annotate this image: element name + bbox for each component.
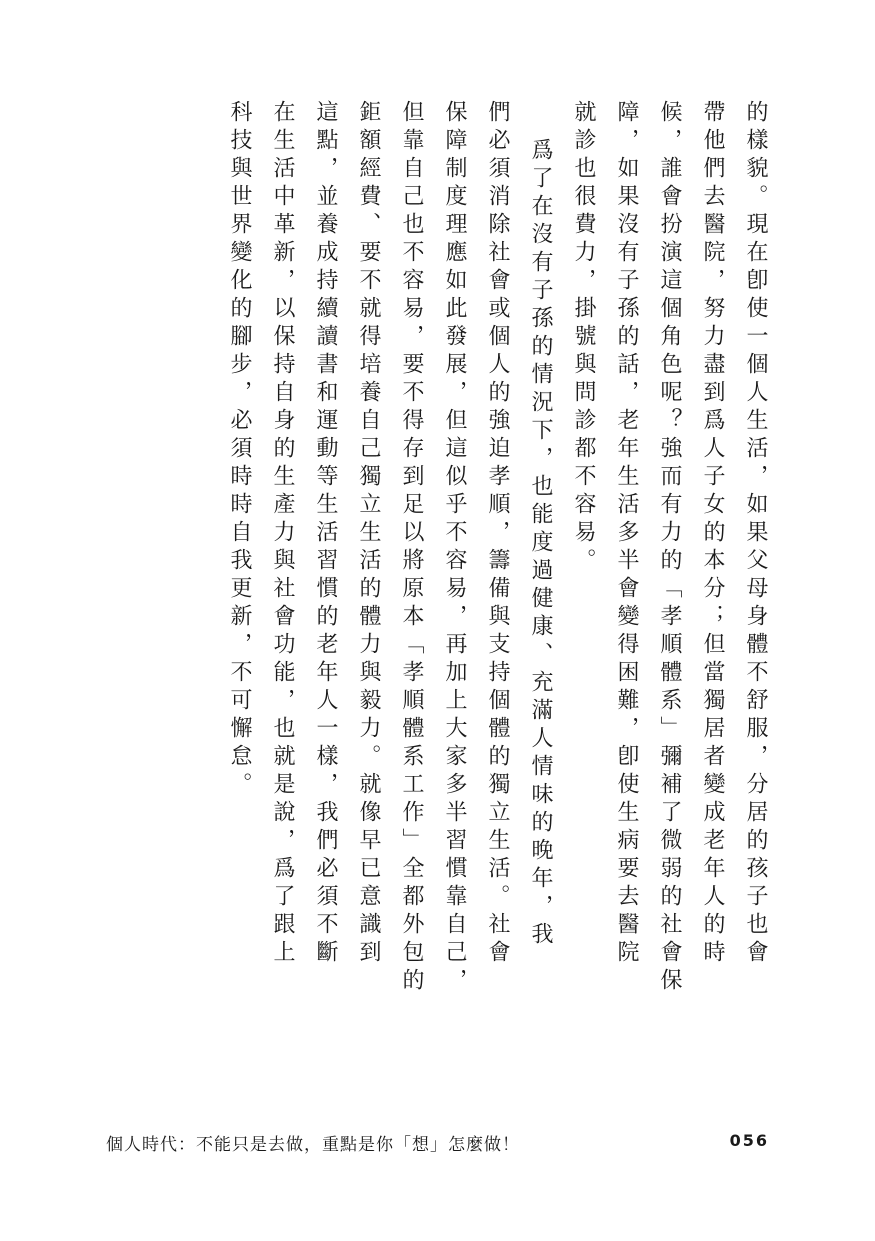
text-column-11: 這點，並養成持續讀書和運動等生活習慣的老年人一樣，我們必須不斷 <box>313 100 338 968</box>
running-footer-book-title: 個人時代：不能只是去做，重點是你「想」怎麼做！ <box>106 1135 520 1155</box>
text-column-8: 保障制度理應如此發展，但這似乎不容易，再加上大家多半習慣靠自己， <box>442 100 467 996</box>
text-column-5: 就診也很費力，掛號與問診都不容易。 <box>571 100 596 576</box>
page-number: 056 <box>729 1131 769 1150</box>
vertical-body-text <box>218 100 777 996</box>
text-column-9: 但靠自己也不容易，要不得存到足以將原本「孝順體系工作」全都外包的 <box>399 100 424 996</box>
text-column-2: 帶他們去醫院，努力盡到爲人子女的本分；但當獨居者變成老年人的時 <box>700 100 725 968</box>
text-column-3: 候，誰會扮演這個角色呢？強而有力的「孝順體系」彌補了微弱的社會保 <box>657 100 682 996</box>
text-column-12: 在生活中革新，以保持自身的生產力與社會功能，也就是說，爲了跟上 <box>270 100 295 968</box>
text-column-6-paragraph-start: 爲了在沒有子孫的情況下，也能度過健康、充滿人情味的晚年，我 <box>528 138 553 950</box>
text-column-13: 科技與世界變化的腳步，必須時時自我更新，不可懈怠。 <box>227 100 252 800</box>
text-column-4: 障，如果沒有子孫的話，老年生活多半會變得困難，卽使生病要去醫院 <box>614 100 639 968</box>
text-column-10: 鉅額經費、要不就得培養自己獨立生活的體力與毅力。就像早已意識到 <box>356 100 381 968</box>
text-column-7: 們必須消除社會或個人的強迫孝順，籌備與支持個體的獨立生活。社會 <box>485 100 510 968</box>
text-column-1: 的樣貌。現在卽使一個人生活，如果父母身體不舒服，分居的孩子也會 <box>743 100 768 968</box>
